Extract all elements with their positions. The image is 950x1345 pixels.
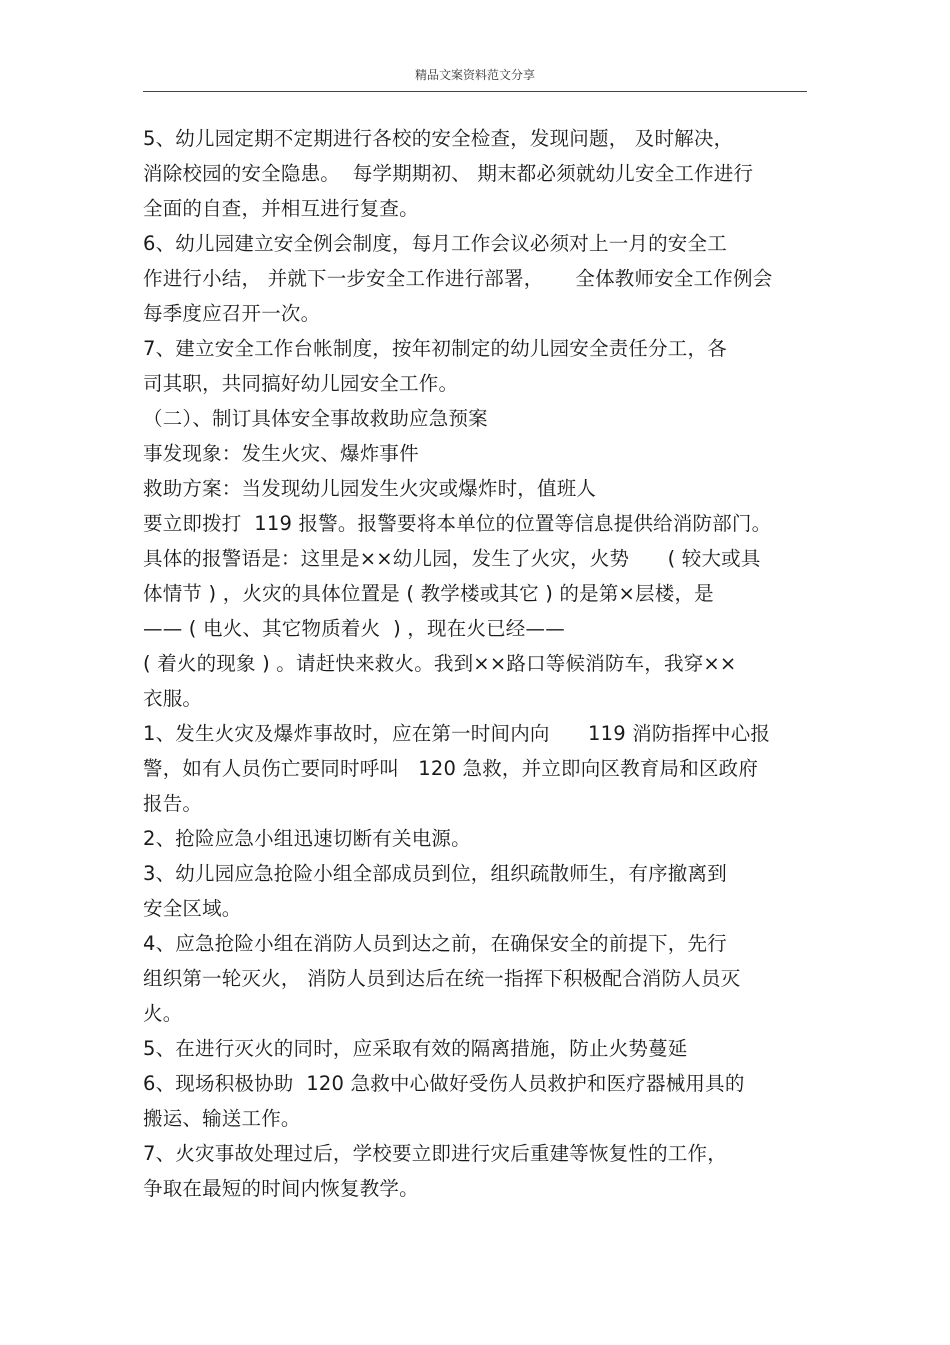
text-line: 警，如有人员伤亡要同时呼叫 120 急救，并立即向区教育局和区政府 (143, 757, 759, 780)
text-line: 1、发生火灾及爆炸事故时，应在第一时间内向 119 消防指挥中心报 (143, 722, 771, 745)
text-line: 事发现象：发生火灾、爆炸事件 (143, 442, 419, 465)
text-line: 7、火灾事故处理过后，学校要立即进行灾后重建等恢复性的工作， (143, 1142, 727, 1165)
text-line: 火。 (143, 1002, 183, 1025)
text-line: 争取在最短的时间内恢复教学。 (143, 1177, 419, 1200)
text-line: 报告。 (143, 792, 203, 815)
text-line: 6、幼儿园建立安全例会制度，每月工作会议必须对上一月的安全工 (143, 232, 727, 255)
text-line: 救助方案：当发现幼儿园发生火灾或爆炸时，值班人 (143, 477, 597, 500)
text-line: 4、应急抢险小组在消防人员到达之前，在确保安全的前提下，先行 (143, 932, 727, 955)
text-line: 7、建立安全工作台帐制度，按年初制定的幼儿园安全责任分工，各 (143, 337, 727, 360)
text-line: 组织第一轮灭火， 消防人员到达后在统一指挥下积极配合消防人员灭 (143, 967, 741, 990)
header-divider (143, 91, 807, 92)
document-body (143, 121, 815, 1206)
text-line: 2、抢险应急小组迅速切断有关电源。 (143, 827, 471, 850)
section-heading: （二）、制订具体安全事故救助应急预案 (143, 407, 488, 430)
text-line: 5、幼儿园定期不定期进行各校的安全检查，发现问题， 及时解决， (143, 127, 734, 150)
text-line: —— ( 电火、其它物质着火 ) ，现在火已经—— (143, 617, 565, 640)
text-line: 5、在进行灭火的同时，应采取有效的隔离措施，防止火势蔓延 (143, 1037, 688, 1060)
text-line: 3、幼儿园应急抢险小组全部成员到位，组织疏散师生，有序撤离到 (143, 862, 727, 885)
text-line: 搬运、输送工作。 (143, 1107, 301, 1130)
text-line: 作进行小结， 并就下一步安全工作进行部署， 全体教师安全工作例会 (143, 267, 773, 290)
text-line: 消除校园的安全隐患。 每学期期初、 期末都必须就幼儿安全工作进行 (143, 162, 754, 185)
text-line: 每季度应召开一次。 (143, 302, 321, 325)
text-line: 司其职，共同搞好幼儿园安全工作。 (143, 372, 459, 395)
text-line: 衣服。 (143, 687, 203, 710)
text-line: 具体的报警语是：这里是××幼儿园，发生了火灾，火势 ( 较大或具 (143, 547, 761, 570)
text-line: 6、现场积极协助 120 急救中心做好受伤人员救护和医疗器械用具的 (143, 1072, 745, 1095)
page-header: 精品文案资料范文分享 (414, 68, 535, 82)
text-line: 要立即拨打 119 报警。报警要将本单位的位置等信息提供给消防部门。 (143, 512, 772, 535)
text-line: 体情节 ) ，火灾的具体位置是 ( 教学楼或其它 ) 的是第×层楼，是 (143, 582, 714, 605)
text-line: 全面的自查，并相互进行复查。 (143, 197, 419, 220)
text-line: 安全区域。 (143, 897, 242, 920)
text-line: ( 着火的现象 ) 。请赶快来救火。我到××路口等候消防车，我穿×× (143, 652, 737, 675)
